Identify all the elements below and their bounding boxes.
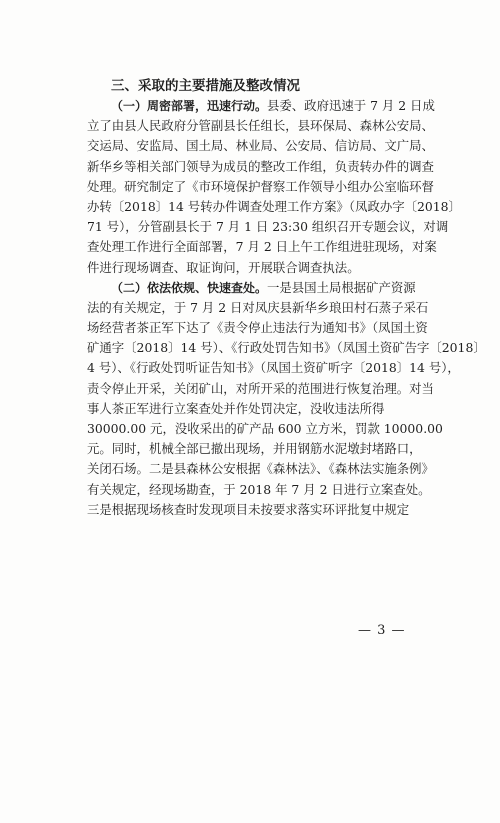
- paragraph-1-line-1: 县委、政府迅速于 7 月 2 日成: [267, 98, 435, 113]
- paragraph-1-line-6: 办转〔2018〕14 号转办件调查处理工作方案》（凤政办字〔2018〕: [87, 198, 461, 214]
- paragraph-1-line-5: 处理。研究制定了《市环境保护督察工作领导小组办公室临环督: [87, 178, 434, 194]
- paragraph-1-title: （一）周密部署，迅速行动。: [111, 99, 268, 113]
- paragraph-1-line-2: 立了由县人民政府分管副县长任组长，县环保局、森林公安局、: [87, 118, 434, 134]
- paragraph-2-line-3: 场经营者茶正军下达了《责令停止违法行为通知书》（凤国土资: [87, 320, 428, 336]
- paragraph-2-first-line: [111, 278, 419, 298]
- paragraph-2-line-4: 矿通字〔2018〕14 号）、《行政处罚告知书》（凤国土资矿告字〔2018〕: [87, 340, 486, 356]
- paragraph-1-line-7: 71 号），分管副县长于 7 月 1 日 23:30 组织召开专题会议，对调: [87, 219, 449, 235]
- page-number: — 3 —: [358, 623, 406, 638]
- paragraph-2-line-8: 30000.00 元，没收采出的矿产品 600 立方米，罚款 10000.00: [87, 421, 443, 436]
- paragraph-1-line-3: 交运局、安监局、国土局、林业局、公安局、信访局、文广局、: [87, 138, 434, 154]
- paragraph-1: [87, 96, 461, 278]
- paragraph-2: [87, 278, 486, 520]
- paragraph-1-line-9: 件进行现场调查、取证询问，开展联合调查执法。: [87, 259, 360, 275]
- paragraph-2-line-10: 关闭石场。二是县森林公安根据《森林法》、《森林法实施条例》: [87, 461, 434, 477]
- paragraph-2-line-12: 三是根据现场核查时发现项目未按要求落实环评批复中规定: [87, 501, 410, 517]
- paragraph-2-line-7: 事人茶正军进行立案查处并作处罚决定，没收违法所得: [87, 400, 385, 416]
- paragraph-2-line-5: 4 号）、《行政处罚听证告知书》（凤国土资矿听字〔2018〕14 号），: [87, 360, 460, 376]
- paragraph-2-title: （二）依法依规、快速查处。: [111, 280, 268, 295]
- paragraph-2-line-1: 一是县国土局根据矿产资源: [267, 279, 416, 295]
- section-heading: 三、采取的主要措施及整改情况: [111, 78, 300, 94]
- paragraph-2-line-11: 有关规定，经现场勘查，于 2018 年 7 月 2 日进行立案查处。: [87, 481, 431, 497]
- paragraph-2-line-6: 责令停止开采，关闭矿山，对所开采的范围进行恢复治理。对当: [87, 380, 434, 396]
- document-body: [87, 76, 486, 520]
- paragraph-2-line-2: 法的有关规定，于 7 月 2 日对凤庆县新华乡琅田村石蒸子采石: [87, 299, 429, 315]
- paragraph-2-line-9: 元。同时，机械全部已撤出现场，并用钢筋水泥墩封堵路口，: [87, 441, 422, 457]
- paragraph-1-first-line: [111, 96, 435, 116]
- paragraph-1-line-8: 查处理工作进行全面部署，7 月 2 日上午工作组进驻现场，对案: [87, 239, 437, 255]
- paragraph-1-line-4: 新华乡等相关部门领导为成员的整改工作组，负责转办件的调查: [87, 158, 434, 174]
